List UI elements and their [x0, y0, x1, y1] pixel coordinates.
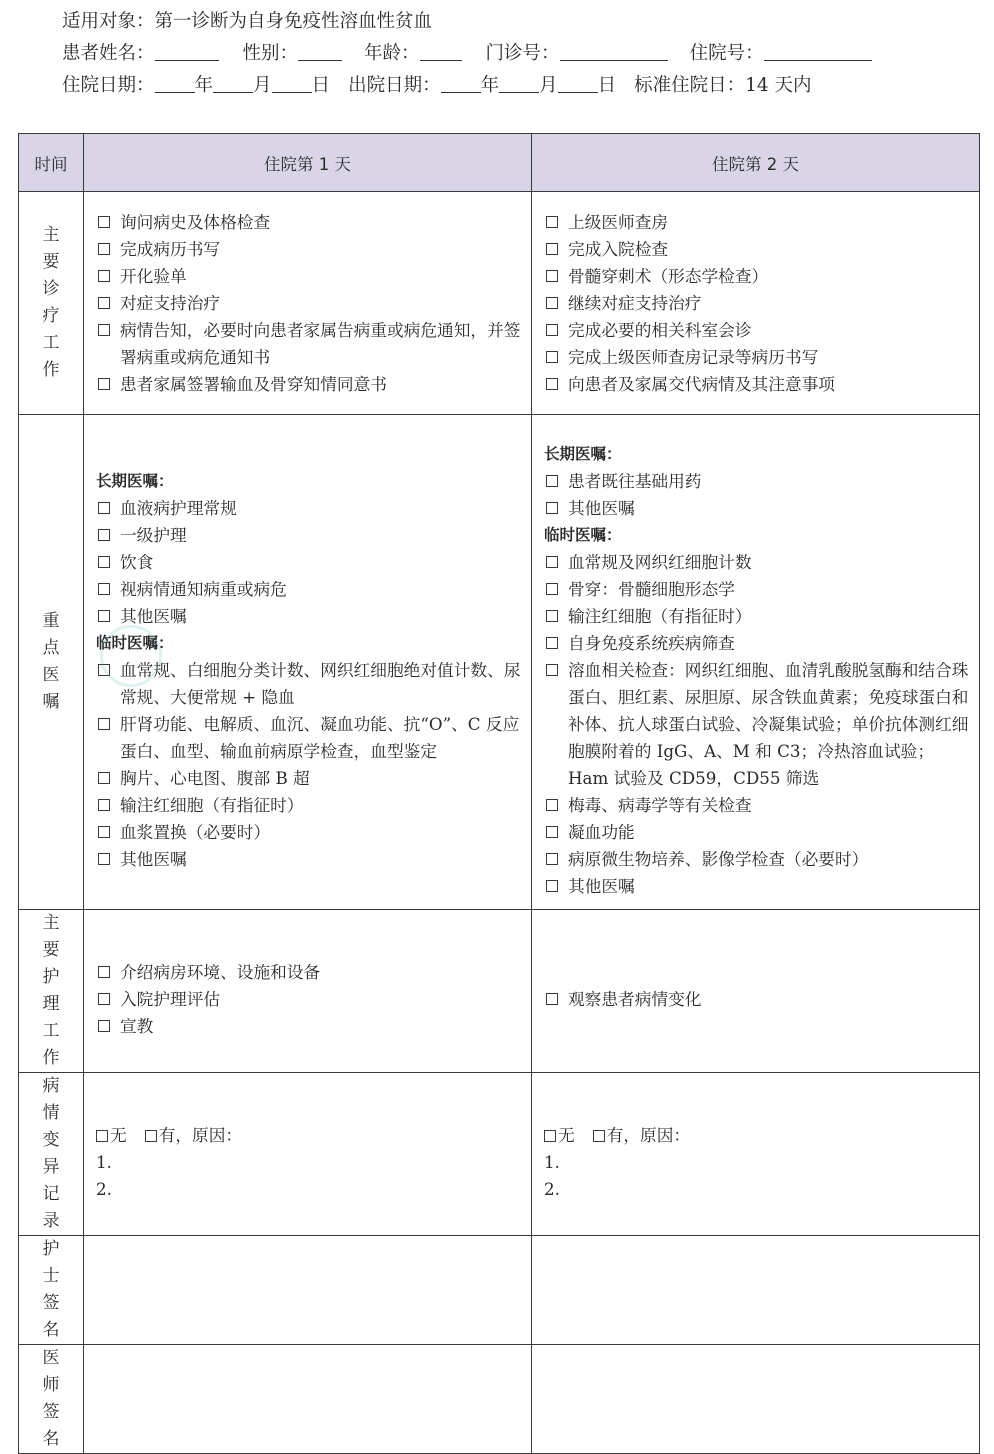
variation-day1	[84, 1073, 532, 1236]
discharge-year-label: 年	[480, 75, 500, 96]
checkbox[interactable]	[546, 502, 558, 514]
clinical-pathway-table	[18, 133, 980, 1454]
checklist-item-text: 观察患者病情变化	[568, 988, 702, 1009]
discharge-year-field[interactable]	[441, 72, 481, 93]
admit-date-label: 住院日期：	[62, 75, 155, 96]
checkbox[interactable]	[98, 1020, 110, 1032]
admit-month-field[interactable]	[213, 72, 253, 93]
checklist-item-text: 继续对症支持治疗	[568, 293, 702, 313]
checklist-item[interactable]	[96, 986, 523, 1013]
checklist-item-text: 开化验单	[120, 266, 187, 286]
standard-stay: 标准住院日：14 天内	[634, 75, 812, 96]
checklist-item-text: 完成必要的相关科室会诊	[568, 320, 752, 340]
checkbox[interactable]	[546, 270, 558, 282]
checklist-item-text: 病情告知，必要时向患者家属告病重或病危通知，并签署病重或病危通知书	[120, 320, 521, 367]
table-header-row	[19, 134, 980, 192]
checklist-item-text: 胸片、心电图、腹部 B 超	[120, 768, 310, 788]
checkbox[interactable]	[546, 475, 558, 487]
variation-yes-checkbox[interactable]	[145, 1130, 157, 1142]
checkbox[interactable]	[98, 243, 110, 255]
orders-day2	[532, 415, 980, 910]
admit-month-label: 月	[253, 75, 272, 96]
checkbox[interactable]	[98, 853, 110, 865]
row-label-doctor-sign: 医师签名	[19, 1345, 84, 1454]
checklist-item[interactable]	[544, 576, 971, 603]
checkbox[interactable]	[98, 799, 110, 811]
checkbox[interactable]	[98, 993, 110, 1005]
orders-day1-long-list	[96, 495, 523, 630]
nurse-sign-day1[interactable]	[84, 1236, 532, 1345]
checklist-item[interactable]	[96, 792, 523, 819]
checklist-item[interactable]	[96, 236, 523, 263]
checklist-item[interactable]	[544, 209, 971, 236]
checkbox[interactable]	[98, 718, 110, 730]
main-work-day1	[84, 192, 532, 415]
variation-item2-day1[interactable]: 2.	[96, 1178, 112, 1199]
checkbox[interactable]	[546, 637, 558, 649]
checkbox[interactable]	[98, 610, 110, 622]
discharge-month-field[interactable]	[499, 72, 539, 93]
checkbox[interactable]	[546, 378, 558, 390]
checklist-item[interactable]	[544, 263, 971, 290]
checklist-item[interactable]	[544, 317, 971, 344]
checklist-item-text: 饮食	[120, 552, 154, 572]
variation-yes-label: 有，原因：	[158, 1124, 243, 1145]
checklist-item[interactable]	[96, 495, 523, 522]
checkbox[interactable]	[98, 270, 110, 282]
checklist-item-text: 其他医嘱	[568, 498, 635, 518]
long-term-orders-title-day2: 长期医嘱：	[544, 445, 622, 463]
checklist-item-text: 输注红细胞（有指征时）	[120, 795, 304, 815]
variation-none-checkbox[interactable]	[544, 1130, 556, 1142]
checklist-item-text: 视病情通知病重或病危	[120, 579, 287, 599]
checklist-item[interactable]	[96, 576, 523, 603]
checklist-item[interactable]	[96, 263, 523, 290]
clinic-no-field[interactable]	[560, 40, 668, 61]
nursing-day2	[532, 910, 980, 1073]
nursing-day1	[84, 910, 532, 1073]
checkbox[interactable]	[546, 583, 558, 595]
checklist-item-text: 溶血相关检查：网织红细胞、血清乳酸脱氢酶和结合珠蛋白、胆红素、尿胆原、尿含铁血黄素；免疫球蛋白和补体、抗人球蛋白试验、冷凝集试验；单价抗体测红细胞膜附着的 IgG、A、M 和 C3；冷热溶血试验；Ham 试验及 CD59，CD55 筛选	[568, 660, 969, 788]
inpatient-no-field[interactable]	[764, 40, 872, 61]
main-work-day2-list	[544, 209, 971, 398]
discharge-day-label: 日	[597, 75, 617, 96]
checkbox[interactable]	[546, 993, 558, 1005]
admit-day-field[interactable]	[272, 72, 312, 93]
variation-day2	[532, 1073, 980, 1236]
long-term-orders-title-day1: 长期医嘱：	[96, 472, 174, 490]
checkbox[interactable]	[546, 853, 558, 865]
discharge-day-field[interactable]	[558, 72, 598, 93]
checklist-item-text: 患者既往基础用药	[568, 471, 702, 491]
variation-item2-day2[interactable]: 2.	[544, 1178, 560, 1199]
discharge-month-label: 月	[539, 75, 558, 96]
row-main-work	[19, 192, 980, 415]
orders-day1-temp-list	[96, 657, 523, 873]
checklist-item[interactable]	[96, 317, 523, 371]
sex-label: 性别：	[242, 43, 299, 64]
checklist-item[interactable]	[96, 959, 523, 986]
checklist-item[interactable]	[96, 290, 523, 317]
checkbox[interactable]	[98, 966, 110, 978]
variation-choice-day2	[544, 1122, 971, 1149]
form-header	[62, 6, 982, 102]
checklist-item[interactable]	[96, 819, 523, 846]
checkbox[interactable]	[546, 297, 558, 309]
checklist-item-text: 病原微生物培养、影像学检查（必要时）	[568, 849, 869, 869]
checklist-item-text: 其他医嘱	[120, 849, 187, 869]
checkbox[interactable]	[98, 772, 110, 784]
checkbox[interactable]	[98, 826, 110, 838]
checkbox[interactable]	[98, 297, 110, 309]
checklist-item-text: 完成上级医师查房记录等病历书写	[568, 347, 819, 367]
checklist-item[interactable]	[96, 657, 523, 711]
variation-item1-day1[interactable]: 1.	[96, 1151, 112, 1172]
doctor-sign-day2[interactable]	[532, 1345, 980, 1454]
checklist-item-text: 血常规及网织红细胞计数	[568, 552, 752, 572]
checklist-item-text: 血常规、白细胞分类计数、网织红细胞绝对值计数、尿常规、大便常规 + 隐血	[120, 660, 521, 707]
checklist-item[interactable]	[96, 846, 523, 873]
row-label-main-work: 主要诊疗工作	[19, 192, 84, 415]
row-label-orders: 重点医嘱	[19, 415, 84, 910]
date-info-line	[62, 70, 982, 102]
checkbox[interactable]	[546, 243, 558, 255]
checklist-item[interactable]	[96, 522, 523, 549]
checklist-item-text: 其他医嘱	[120, 606, 187, 626]
checklist-item[interactable]	[96, 371, 523, 398]
checklist-item[interactable]	[96, 603, 523, 630]
orders-day2-temp-list	[544, 549, 971, 900]
checkbox[interactable]	[98, 556, 110, 568]
age-field[interactable]	[420, 40, 462, 61]
variation-none-label: 无	[110, 1124, 127, 1145]
clinic-no-label: 门诊号：	[485, 43, 560, 64]
checkbox[interactable]	[98, 324, 110, 336]
admit-year-field[interactable]	[155, 72, 195, 93]
checklist-item-text: 询问病史及体格检查	[120, 212, 271, 232]
row-label-variation: 病情变异记录	[19, 1073, 84, 1236]
row-nurse-sign	[19, 1236, 980, 1345]
checkbox[interactable]	[546, 556, 558, 568]
checklist-item-text: 入院护理评估	[120, 988, 221, 1009]
checklist-item-text: 宣教	[120, 1015, 154, 1036]
patient-name-field[interactable]	[155, 40, 219, 61]
checklist-item-text: 完成病历书写	[120, 239, 221, 259]
checklist-item[interactable]	[544, 290, 971, 317]
checklist-item[interactable]	[544, 873, 971, 900]
row-doctor-sign	[19, 1345, 980, 1454]
nurse-sign-day2[interactable]	[532, 1236, 980, 1345]
checklist-item-text: 输注红细胞（有指征时）	[568, 606, 752, 626]
nursing-day2-list	[544, 986, 971, 1013]
sex-field[interactable]	[298, 40, 342, 61]
variation-none-label: 无	[558, 1124, 575, 1145]
checkbox[interactable]	[98, 529, 110, 541]
patient-info-line	[62, 38, 982, 70]
admit-day-label: 日	[311, 75, 331, 96]
checklist-item[interactable]	[544, 986, 971, 1013]
checkbox[interactable]	[546, 799, 558, 811]
checklist-item[interactable]	[544, 495, 971, 522]
checkbox[interactable]	[546, 826, 558, 838]
checkbox[interactable]	[546, 324, 558, 336]
row-nursing	[19, 910, 980, 1073]
variation-item1-day2[interactable]: 1.	[544, 1151, 560, 1172]
checkbox[interactable]	[546, 610, 558, 622]
checklist-item[interactable]	[544, 657, 971, 792]
checkbox[interactable]	[98, 502, 110, 514]
admit-year-label: 年	[194, 75, 214, 96]
checklist-item[interactable]	[544, 819, 971, 846]
checklist-item-text: 完成入院检查	[568, 239, 669, 259]
inpatient-no-label: 住院号：	[689, 43, 764, 64]
checklist-item-text: 一级护理	[120, 525, 187, 545]
checklist-item-text: 向患者及家属交代病情及其注意事项	[568, 374, 835, 394]
checkbox[interactable]	[546, 664, 558, 676]
checklist-item[interactable]	[96, 1013, 523, 1040]
checklist-item[interactable]	[544, 468, 971, 495]
row-orders	[19, 415, 980, 910]
row-label-nursing: 主要护理工作	[19, 910, 84, 1073]
temp-orders-title-day1: 临时医嘱：	[96, 634, 174, 652]
checklist-item-text: 梅毒、病毒学等有关检查	[568, 795, 752, 815]
checklist-item[interactable]	[544, 846, 971, 873]
checklist-item[interactable]	[544, 603, 971, 630]
checklist-item-text: 骨穿：骨髓细胞形态学	[568, 579, 735, 599]
checklist-item-text: 对症支持治疗	[120, 293, 221, 313]
doctor-sign-day1[interactable]	[84, 1345, 532, 1454]
checkbox[interactable]	[546, 351, 558, 363]
checklist-item[interactable]	[96, 209, 523, 236]
variation-choice-day1	[96, 1122, 523, 1149]
orders-day2-long-list	[544, 468, 971, 522]
header-day2: 住院第 2 天	[532, 134, 980, 192]
checklist-item[interactable]	[544, 344, 971, 371]
orders-day1	[84, 415, 532, 910]
checklist-item-text: 患者家属签署输血及骨穿知情同意书	[120, 374, 387, 394]
discharge-date-label: 出院日期：	[348, 75, 441, 96]
row-variation	[19, 1073, 980, 1236]
main-work-day2	[532, 192, 980, 415]
header-day1: 住院第 1 天	[84, 134, 532, 192]
variation-yes-checkbox[interactable]	[593, 1130, 605, 1142]
checkbox[interactable]	[98, 216, 110, 228]
row-label-nurse-sign: 护士签名	[19, 1236, 84, 1345]
checklist-item[interactable]	[544, 371, 971, 398]
main-work-day1-list	[96, 209, 523, 398]
age-label: 年龄：	[364, 43, 420, 64]
checklist-item-text: 骨髓穿刺术（形态学检查）	[568, 266, 769, 286]
checklist-item[interactable]	[544, 236, 971, 263]
checkbox[interactable]	[546, 216, 558, 228]
checkbox[interactable]	[98, 378, 110, 390]
patient-name-label: 患者姓名：	[62, 43, 155, 64]
variation-yes-label: 有，原因：	[606, 1124, 691, 1145]
checkbox[interactable]	[546, 880, 558, 892]
checklist-item[interactable]	[96, 765, 523, 792]
checklist-item[interactable]	[544, 630, 971, 657]
checklist-item-text: 其他医嘱	[568, 876, 635, 896]
applicable-object: 适用对象：第一诊断为自身免疫性溶血性贫血	[62, 11, 433, 32]
checklist-item-text: 自身免疫系统疾病筛查	[568, 633, 735, 653]
checklist-item[interactable]	[544, 549, 971, 576]
nursing-day1-list	[96, 959, 523, 1040]
header-time: 时间	[19, 134, 84, 192]
checklist-item-text: 介绍病房环境、设施和设备	[120, 961, 321, 982]
checklist-item-text: 凝血功能	[568, 822, 635, 842]
temp-orders-title-day2: 临时医嘱：	[544, 526, 622, 544]
checkbox[interactable]	[98, 583, 110, 595]
checklist-item[interactable]	[96, 711, 523, 765]
checklist-item-text: 肝肾功能、电解质、血沉、凝血功能、抗“O”、C 反应蛋白、血型、输血前病原学检查，血型鉴定	[120, 714, 520, 761]
checklist-item-text: 血液病护理常规	[120, 498, 237, 518]
checklist-item[interactable]	[544, 792, 971, 819]
variation-none-checkbox[interactable]	[96, 1130, 108, 1142]
checklist-item-text: 血浆置换（必要时）	[120, 822, 271, 842]
checklist-item[interactable]	[96, 549, 523, 576]
checkbox[interactable]	[98, 664, 110, 676]
checklist-item-text: 上级医师查房	[568, 212, 669, 232]
